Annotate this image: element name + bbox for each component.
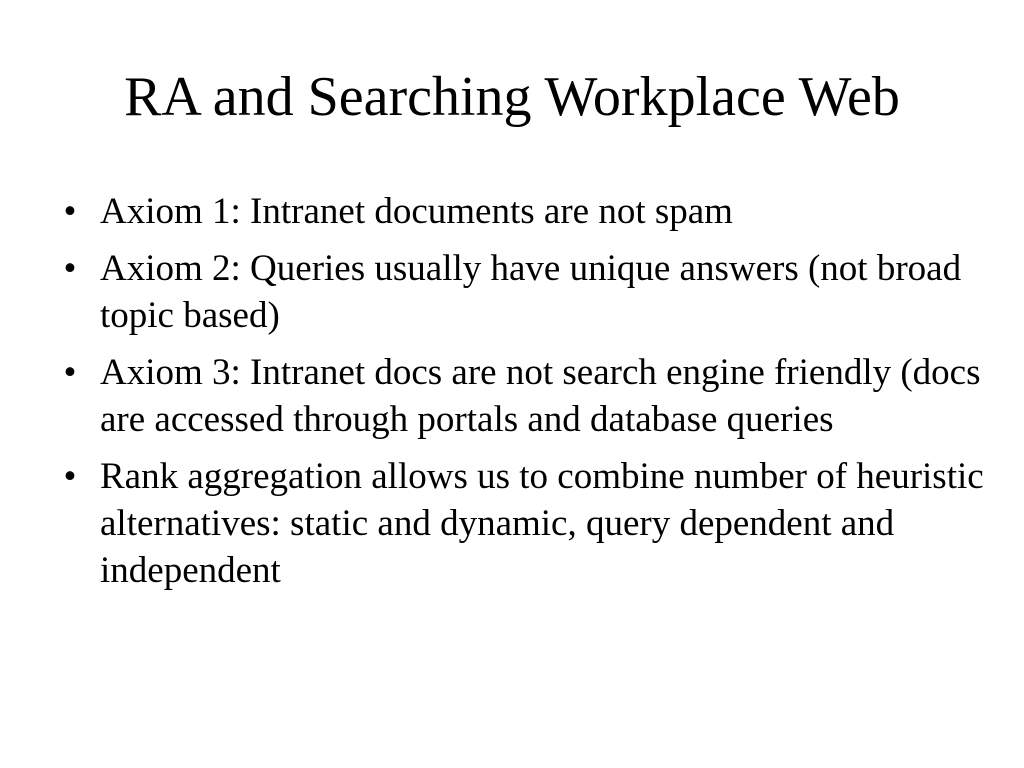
bullet-item	[0, 349, 1024, 443]
bullet-item	[0, 245, 1024, 339]
bullet-marker: •	[63, 456, 77, 497]
bullet-marker: •	[63, 352, 77, 393]
slide-title: RA and Searching Workplace Web	[124, 66, 900, 128]
bullet-text: Axiom 2: Queries usually have unique answers (not broad topic based)	[100, 248, 962, 336]
bullet-text: Rank aggregation allows us to combine number of heuristic alternatives: static and dynamic, query dependent and independent	[100, 456, 984, 591]
bullet-list	[0, 188, 1024, 604]
bullet-item	[0, 453, 1024, 594]
bullet-marker: •	[63, 191, 77, 232]
bullet-marker: •	[63, 248, 77, 289]
bullet-text: Axiom 1: Intranet documents are not spam	[100, 191, 733, 232]
bullet-item	[0, 188, 1024, 235]
bullet-text: Axiom 3: Intranet docs are not search engine friendly (docs are accessed through portals and database queries	[100, 352, 981, 440]
